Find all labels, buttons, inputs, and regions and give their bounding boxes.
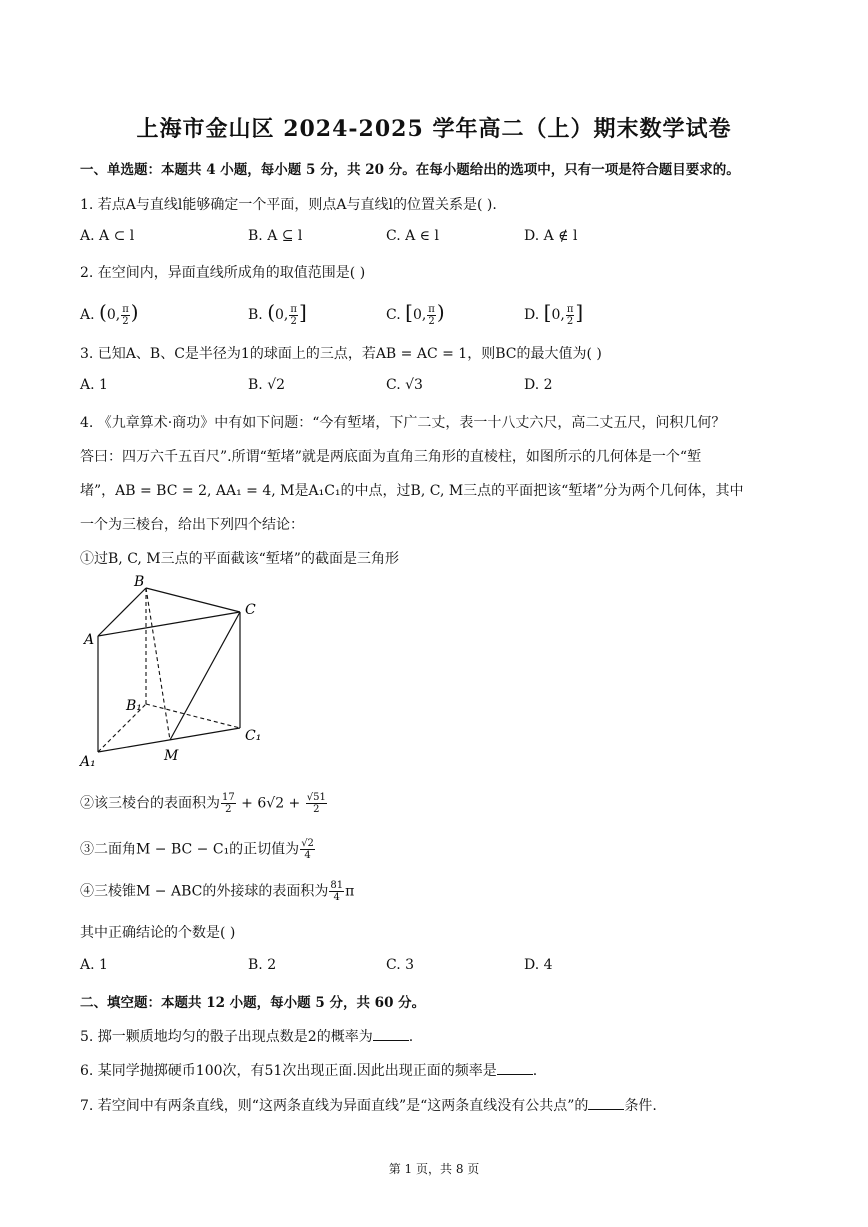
question-7-end: 条件. [624, 1098, 657, 1114]
question-4-line-1: 4. 《九章算术·商功》中有如下问题：“今有堑堵，下广二丈，表一十八丈六尺，高二丈五尺，问积几何？ [80, 415, 726, 431]
fraction-17-over-2: $\frac{17}{2}$ [222, 792, 235, 815]
question-1-option-c: C. A ∈ l [386, 228, 439, 244]
label-b: B [134, 574, 145, 590]
question-5-end: . [408, 1029, 414, 1045]
question-1-stem: 1. 若点A与直线l能够确定一个平面，则点A与直线l的位置关系是( ). [80, 197, 497, 213]
question-4-option-d: D. 4 [524, 957, 553, 973]
option-letter: D. [524, 307, 540, 323]
question-4-line-3: 堵”，AB = BC = 2, AA₁ = 4, M是A₁C₁的中点，过B, C, M三点的平面把该“堑堵”分为两个几何体，其中 [80, 483, 744, 499]
question-4-option-a: A. 1 [80, 957, 108, 973]
conclusion-2-text: ②该三棱台的表面积为 [80, 795, 220, 812]
question-3-option-a: A. 1 [80, 377, 108, 393]
question-4-conclusion-3 [80, 838, 316, 861]
question-5 [80, 1026, 413, 1046]
question-4-conclusion-1: ①过B, C, M三点的平面截该“堑堵”的截面是三角形 [80, 551, 399, 567]
question-6-text: 6. 某同学抛掷硬币100次，有51次出现正面.因此出现正面的频率是 [80, 1063, 497, 1079]
fraction-sqrt2-over-4: $\frac{√2}{4}$ [301, 838, 314, 861]
pi-over-two: $\frac{\pi}{2}$ [428, 303, 435, 327]
question-2-option-a: A. (0, $\frac{\pi}{2}$ ) [80, 300, 139, 327]
question-4-conclusion-4: ④三棱锥M − ABC的外接球的表面积为 $\frac{81}{4}$ π [80, 880, 355, 903]
fraction-81-over-4: $\frac{81}{4}$ [330, 880, 344, 903]
question-4-line-2: 答曰：四万六千五百尺”.所谓“堑堵”就是两底面为直角三角形的直棱柱，如图所示的几何体是一个“堑 [80, 449, 702, 465]
interval-closed-closed: [ [543, 300, 552, 324]
edge-bm-hidden [146, 588, 170, 740]
pi-over-two: $\frac{\pi}{2}$ [290, 303, 297, 327]
fraction-sqrt51-over-2: $\frac{√51}{2}$ [306, 792, 326, 815]
question-3-stem: 3. 已知A、B、C是半径为1的球面上的三点，若AB = AC = 1，则BC的最大值为( ) [80, 346, 602, 362]
question-7 [80, 1095, 657, 1115]
page-title: 上海市金山区 2024-2025 学年高二（上）期末数学试卷 [136, 116, 732, 142]
interval-open-closed: ( [267, 300, 276, 324]
section-heading-single-choice: 一、单选题：本题共 4 小题，每小题 5 分，共 20 分。在每小题给出的选项中，只有一项是符合题目要求的。 [80, 162, 740, 178]
pi-over-two: $\frac{\pi}{2}$ [122, 303, 129, 327]
question-4-ask: 其中正确结论的个数是( ) [80, 925, 236, 941]
interval-open-open: ( [99, 300, 107, 324]
option-letter: B. [248, 307, 263, 323]
interval-closed-open: [ [405, 300, 413, 324]
question-4-conclusion-2: ②该三棱台的表面积为 $\frac{17}{2}$ + 6√2 + $\frac{√51}{2}$ [80, 792, 326, 815]
answer-blank[interactable] [373, 1028, 409, 1041]
edge-b1c1-hidden [146, 704, 240, 728]
question-2-stem: 2. 在空间内，异面直线所成角的取值范围是( ) [80, 265, 366, 281]
pi-over-two: $\frac{\pi}{2}$ [566, 303, 574, 327]
question-3-option-c: C. √3 [386, 377, 423, 393]
page-footer: 第 1 页，共 8 页 [388, 1162, 480, 1176]
question-4-option-c: C. 3 [386, 957, 415, 973]
question-2-option-c: C. [0, $\frac{\pi}{2}$ ) [386, 300, 445, 327]
question-2-option-d: D. [0, $\frac{\pi}{2}$ ] [524, 300, 584, 327]
section-heading-fill-in: 二、填空题：本题共 12 小题，每小题 5 分，共 60 分。 [80, 995, 426, 1011]
conclusion-3-text: ③二面角M − BC − C₁的正切值为 [80, 841, 300, 858]
question-7-text: 7. 若空间中有两条直线，则“这两条直线为异面直线”是“这两条直线没有公共点”的 [80, 1098, 589, 1114]
question-6 [80, 1060, 537, 1080]
question-1-option-b: B. A ⊆ l [248, 228, 303, 244]
edge-bc [146, 588, 240, 612]
label-a1: A₁ [80, 754, 96, 770]
answer-blank[interactable] [588, 1097, 624, 1110]
label-a: A [84, 632, 95, 648]
question-1-option-a: A. A ⊂ l [80, 228, 135, 244]
question-2-option-b: B. (0, $\frac{\pi}{2}$ ] [248, 300, 307, 327]
question-3-option-b: B. √2 [248, 377, 286, 393]
label-m: M [164, 748, 179, 764]
question-5-text: 5. 掷一颗质地均匀的骰子出现点数是2的概率为 [80, 1029, 373, 1045]
option-letter: C. [386, 307, 401, 323]
question-1-option-d: D. A ∉ l [524, 228, 578, 244]
question-3-option-d: D. 2 [524, 377, 553, 393]
label-c1: C₁ [245, 728, 262, 744]
edge-cm [170, 612, 240, 740]
label-b1: B₁ [126, 698, 142, 714]
option-letter: A. [80, 307, 95, 323]
prism-figure [78, 572, 278, 772]
conclusion-4-text: ④三棱锥M − ABC的外接球的表面积为 [80, 883, 329, 900]
question-4-line-4: 一个为三棱台，给出下列四个结论： [80, 517, 304, 533]
answer-blank[interactable] [497, 1062, 533, 1075]
edge-ac [98, 612, 240, 636]
question-6-end: . [532, 1063, 538, 1079]
question-4-option-b: B. 2 [248, 957, 277, 973]
label-c: C [245, 602, 256, 618]
